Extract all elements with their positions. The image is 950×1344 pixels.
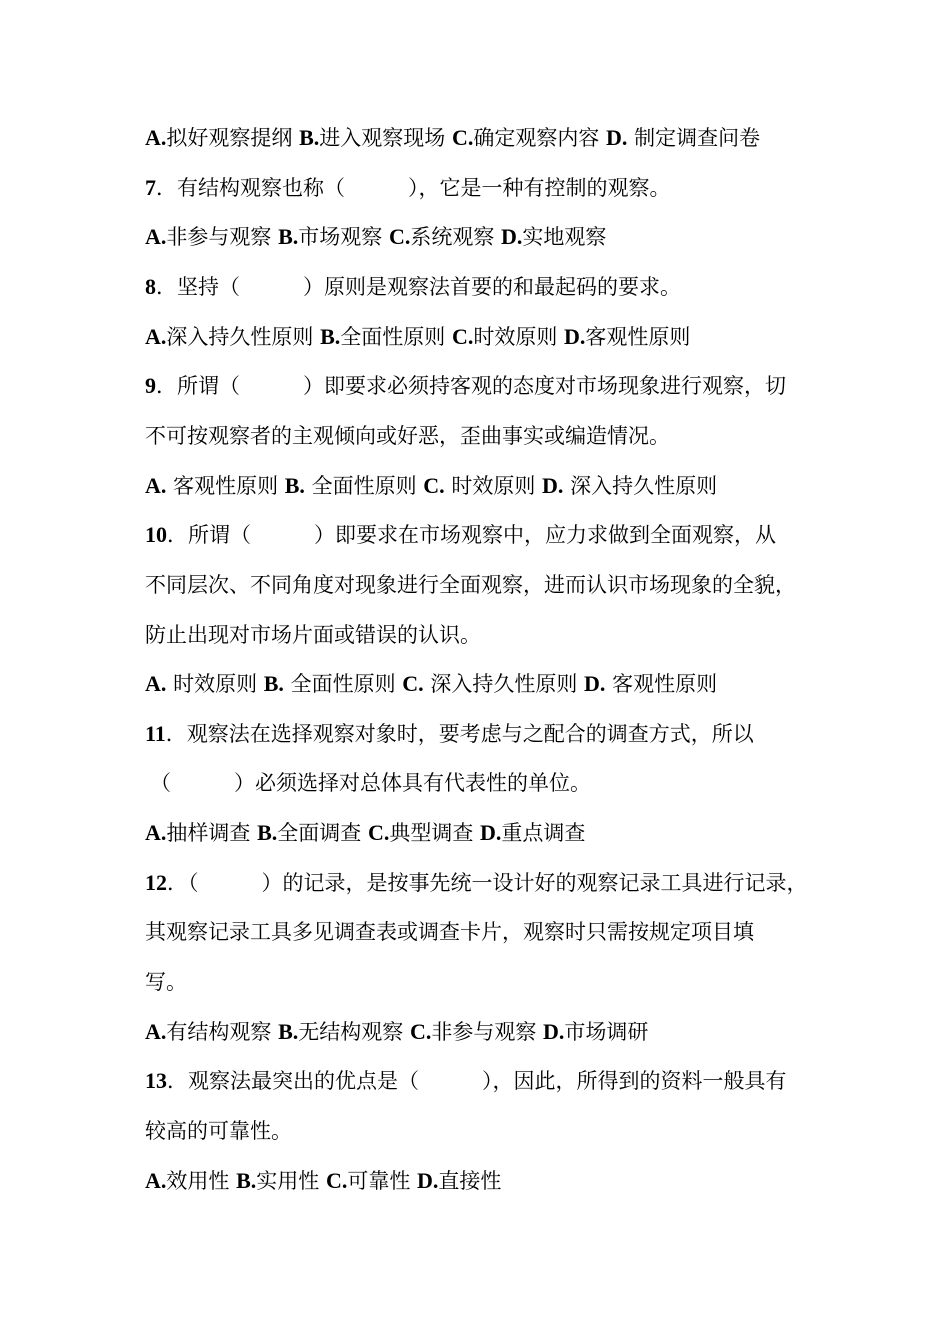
label-marker: 8	[145, 273, 156, 299]
text-run: 实用性	[256, 1168, 326, 1193]
text-line	[145, 371, 786, 401]
label-marker: C.	[402, 671, 424, 697]
text-line	[150, 768, 591, 798]
text-line	[145, 620, 481, 650]
text-run: ．坚持（ ）原则是观察法首要的和最起码的要求。	[156, 274, 681, 299]
text-run: 较高的可靠性。	[145, 1119, 292, 1143]
text-run: ．所谓（ ）即要求必须持客观的态度对市场现象进行观察，切	[156, 374, 786, 399]
text-line	[145, 1116, 292, 1146]
text-run: 深入持久性原则	[423, 672, 585, 697]
text-line	[145, 917, 754, 947]
text-line	[145, 1066, 787, 1096]
text-run: ．（ ）的记录，是按事先统一设计好的观察记录工具进行记录，	[167, 870, 808, 895]
label-marker: C.	[423, 472, 445, 498]
label-marker: B.	[284, 472, 305, 498]
text-run: 客观性原则	[166, 473, 285, 498]
text-run: 全面性原则	[340, 324, 452, 349]
text-run: 全面性原则	[304, 473, 424, 498]
label-marker: A.	[145, 472, 167, 498]
text-run: 确定观察内容	[473, 126, 607, 150]
label-marker: B.	[278, 1018, 299, 1044]
text-run: 抽样调查	[166, 821, 258, 846]
text-run: 实地观察	[522, 225, 607, 250]
label-marker: A.	[145, 323, 167, 349]
text-line	[145, 570, 796, 600]
label-marker: D.	[606, 125, 628, 150]
label-marker: B.	[299, 125, 320, 150]
label-marker: D.	[417, 1167, 439, 1193]
text-run: 市场观察	[298, 225, 389, 250]
label-marker: B.	[320, 323, 341, 349]
text-run: 非参与观察	[166, 225, 279, 250]
text-run: 典型调查	[389, 821, 481, 846]
text-run: 其观察记录工具多见调查表或调查卡片，观察时只需按规定项目填	[145, 920, 754, 945]
text-run: （ ）必须选择对总体具有代表性的单位。	[150, 771, 591, 796]
label-marker: A.	[145, 671, 167, 697]
text-run: 客观性原则	[585, 324, 691, 349]
text-run: 拟好观察提纲	[166, 126, 300, 150]
text-line	[145, 967, 187, 997]
text-line	[145, 421, 670, 451]
label-marker: 11	[145, 720, 166, 746]
text-run: ．观察法在选择观察对象时，要考虑与之配合的调查方式，所以	[165, 721, 754, 746]
label-marker: 12	[145, 869, 167, 895]
text-run: 全面性原则	[283, 672, 403, 697]
text-run: 市场调研	[564, 1019, 649, 1044]
text-run: 防止出现对市场片面或错误的认识。	[145, 622, 481, 647]
text-run: 写。	[145, 970, 187, 995]
text-line	[145, 1017, 648, 1047]
text-run: 时效原则	[166, 672, 264, 697]
label-marker: 9	[145, 373, 156, 399]
text-line	[145, 173, 671, 203]
label-marker: A.	[145, 224, 167, 250]
label-marker: A.	[145, 820, 167, 846]
text-line	[145, 123, 760, 153]
label-marker: D.	[584, 671, 606, 697]
label-marker: A.	[145, 1018, 167, 1044]
text-run: 重点调查	[501, 821, 586, 846]
text-run: 进入观察现场	[319, 126, 452, 150]
text-line	[145, 222, 606, 252]
text-run: ．观察法最突出的优点是（ ），因此，所得到的资料一般具有	[167, 1069, 787, 1094]
text-line	[145, 471, 717, 501]
label-marker: A.	[145, 125, 167, 150]
label-marker: B.	[263, 671, 284, 697]
label-marker: D.	[542, 472, 564, 498]
text-run: 不可按观察者的主观倾向或好恶，歪曲事实或编造情况。	[145, 423, 670, 448]
text-run: 系统观察	[410, 225, 502, 250]
label-marker: D.	[564, 323, 586, 349]
text-run: 深入持久性原则	[166, 324, 321, 349]
text-line	[145, 719, 754, 749]
text-run: 直接性	[438, 1168, 502, 1193]
text-line	[145, 868, 808, 898]
label-marker: 10	[145, 522, 167, 548]
text-line	[145, 818, 585, 848]
text-run: 时效原则	[473, 324, 565, 349]
label-marker: C.	[451, 323, 474, 349]
text-run: 非参与观察	[431, 1019, 544, 1044]
text-run: 有结构观察	[166, 1019, 279, 1044]
label-marker: D.	[501, 224, 523, 250]
label-marker: C.	[388, 224, 411, 250]
text-run: 效用性	[166, 1168, 237, 1193]
text-run: ．所谓（ ）即要求在市场观察中，应力求做到全面观察，从	[167, 523, 776, 548]
text-line	[145, 322, 690, 352]
text-line	[145, 1166, 501, 1196]
text-line	[145, 272, 681, 302]
label-marker: C.	[325, 1167, 348, 1193]
text-run: 制定调查问卷	[627, 126, 761, 150]
label-marker: C.	[367, 820, 390, 846]
text-run: 时效原则	[444, 473, 543, 498]
label-marker: D.	[543, 1018, 565, 1044]
text-run: 全面调查	[277, 821, 368, 846]
text-run: 客观性原则	[605, 672, 718, 697]
label-marker: D.	[480, 820, 502, 846]
text-line	[145, 520, 776, 550]
label-marker: B.	[278, 224, 299, 250]
text-run: 无结构观察	[298, 1019, 410, 1044]
text-run: 可靠性	[347, 1168, 418, 1193]
text-run: 不同层次、不同角度对现象进行全面观察，进而认识市场现象的全貌，	[145, 572, 796, 597]
label-marker: 13	[145, 1068, 167, 1094]
text-run: ．有结构观察也称（ ），它是一种有控制的观察。	[156, 175, 671, 200]
label-marker: B.	[236, 1167, 257, 1193]
label-marker: B.	[257, 820, 278, 846]
label-marker: 7	[145, 174, 156, 200]
label-marker: C.	[409, 1018, 432, 1044]
text-line	[145, 669, 717, 699]
text-run: 深入持久性原则	[563, 473, 718, 498]
label-marker: A.	[145, 1167, 167, 1193]
label-marker: C.	[451, 125, 474, 150]
